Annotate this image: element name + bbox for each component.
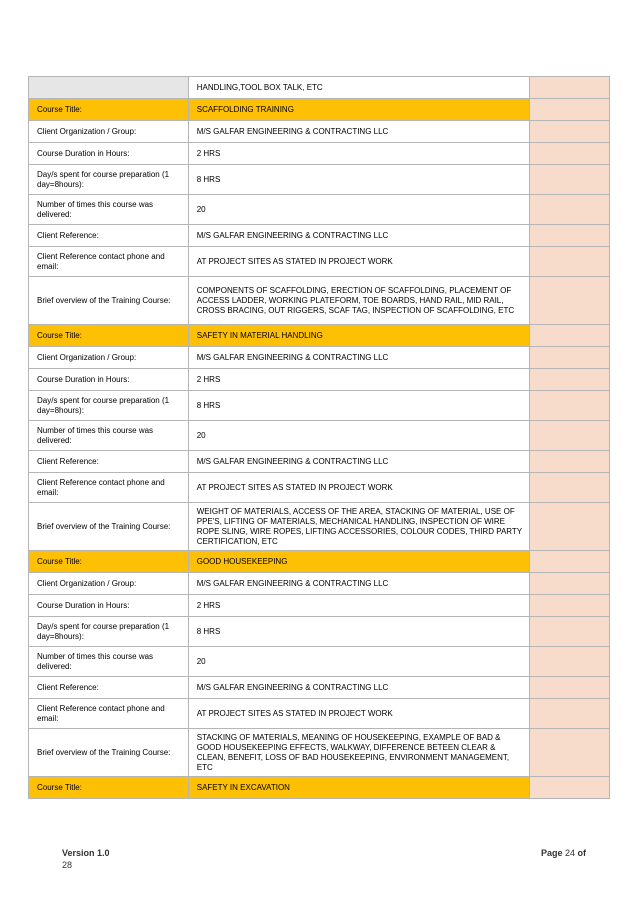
side-cell — [529, 473, 609, 503]
table-row — [29, 647, 610, 677]
row-label: Client Organization / Group: — [29, 347, 189, 369]
table-row — [29, 77, 610, 99]
table-row — [29, 143, 610, 165]
row-label: Client Reference contact phone and email: — [29, 247, 189, 277]
side-cell — [529, 699, 609, 729]
row-value: M/S GALFAR ENGINEERING & CONTRACTING LLC — [188, 451, 529, 473]
table-row — [29, 121, 610, 143]
side-cell — [529, 451, 609, 473]
footer-page-total: 28 — [62, 860, 73, 870]
side-cell — [529, 121, 609, 143]
side-cell — [529, 225, 609, 247]
side-cell — [529, 325, 609, 347]
table-row — [29, 473, 610, 503]
row-value: M/S GALFAR ENGINEERING & CONTRACTING LLC — [188, 347, 529, 369]
course-title-row — [29, 325, 610, 347]
table-row — [29, 225, 610, 247]
page-number: 24 — [564, 848, 575, 858]
side-cell — [529, 347, 609, 369]
course-title-row — [29, 551, 610, 573]
table-row — [29, 195, 610, 225]
table-row — [29, 617, 610, 647]
row-label: Client Organization / Group: — [29, 573, 189, 595]
row-value: M/S GALFAR ENGINEERING & CONTRACTING LLC — [188, 573, 529, 595]
row-label: Course Duration in Hours: — [29, 369, 189, 391]
table-row — [29, 347, 610, 369]
row-label: Brief overview of the Training Course: — [29, 503, 189, 551]
side-cell — [529, 369, 609, 391]
row-value: 20 — [188, 647, 529, 677]
side-cell — [529, 573, 609, 595]
row-value: 8 HRS — [188, 165, 529, 195]
table-row — [29, 391, 610, 421]
row-value: STACKING OF MATERIALS, MEANING OF HOUSEKEEPING, EXAMPLE OF BAD & GOOD HOUSEKEEPING EFFECTS, WALKWAY, DIFFERENCE BETEEN CLEAR & CLEAN, BENEFIT, LOSS OF BAD HOUSEKEEPING, ENVIRONMENT MANAGEMENT, ETC — [188, 729, 529, 777]
row-value: WEIGHT OF MATERIALS, ACCESS OF THE AREA, STACKING OF MATERIAL, USE OF PPE'S, LIFTING OF MATERIALS, MECHANICAL HANDLING, INSPECTION OF WIRE ROPE SLING, WIRE ROPES, LIFTING ACCESSORIES, COLOUR CODES, THIRD PARTY CERTIFICATION, ETC — [188, 503, 529, 551]
side-cell — [529, 647, 609, 677]
side-cell — [529, 617, 609, 647]
row-label: Course Title: — [29, 325, 189, 347]
side-cell — [529, 77, 609, 99]
table-row — [29, 451, 610, 473]
row-label: Course Duration in Hours: — [29, 595, 189, 617]
row-label: Course Title: — [29, 777, 189, 799]
table-row — [29, 729, 610, 777]
table-row — [29, 699, 610, 729]
side-cell — [529, 99, 609, 121]
row-value: 2 HRS — [188, 143, 529, 165]
row-label: Day/s spent for course preparation (1 day=8hours): — [29, 391, 189, 421]
side-cell — [529, 277, 609, 325]
row-value: COMPONENTS OF SCAFFOLDING, ERECTION OF SCAFFOLDING, PLACEMENT OF ACCESS LADDER, WORKING PLATEFORM, TOE BOARDS, HAND RAIL, MID RAIL, CROSS BRACING, OUT RIGGERS, SCAF TAG, INSPECTION OF SCAFFOLDING, ETC — [188, 277, 529, 325]
row-value: 8 HRS — [188, 391, 529, 421]
table-row — [29, 421, 610, 451]
footer-page-number — [541, 848, 586, 859]
side-cell — [529, 391, 609, 421]
row-value: HANDLING,TOOL BOX TALK, ETC — [188, 77, 529, 99]
page-of-label: of — [577, 848, 586, 858]
row-label: Client Reference contact phone and email: — [29, 473, 189, 503]
row-value: M/S GALFAR ENGINEERING & CONTRACTING LLC — [188, 677, 529, 699]
row-value: 20 — [188, 195, 529, 225]
row-value: M/S GALFAR ENGINEERING & CONTRACTING LLC — [188, 225, 529, 247]
version-label: Version 1.0 — [62, 848, 110, 858]
row-value: AT PROJECT SITES AS STATED IN PROJECT WORK — [188, 699, 529, 729]
footer-version — [62, 848, 110, 859]
table-row — [29, 277, 610, 325]
row-label: Brief overview of the Training Course: — [29, 277, 189, 325]
row-value: SAFETY IN MATERIAL HANDLING — [188, 325, 529, 347]
row-value: AT PROJECT SITES AS STATED IN PROJECT WORK — [188, 473, 529, 503]
side-cell — [529, 165, 609, 195]
row-label: Course Title: — [29, 99, 189, 121]
row-label: Day/s spent for course preparation (1 day=8hours): — [29, 617, 189, 647]
course-title-row — [29, 99, 610, 121]
row-label: Client Organization / Group: — [29, 121, 189, 143]
row-label: Client Reference: — [29, 677, 189, 699]
row-value: SAFETY IN EXCAVATION — [188, 777, 529, 799]
row-value: 2 HRS — [188, 595, 529, 617]
row-label: Brief overview of the Training Course: — [29, 729, 189, 777]
table-row — [29, 595, 610, 617]
table-row — [29, 677, 610, 699]
course-title-row — [29, 777, 610, 799]
row-label: Number of times this course was delivered: — [29, 421, 189, 451]
row-label: Client Reference contact phone and email: — [29, 699, 189, 729]
side-cell — [529, 677, 609, 699]
row-value: GOOD HOUSEKEEPING — [188, 551, 529, 573]
side-cell — [529, 143, 609, 165]
side-cell — [529, 421, 609, 451]
course-table-body — [29, 77, 610, 799]
row-label: Course Title: — [29, 551, 189, 573]
side-cell — [529, 729, 609, 777]
row-label: Course Duration in Hours: — [29, 143, 189, 165]
side-cell — [529, 777, 609, 799]
row-label: Client Reference: — [29, 451, 189, 473]
row-value: SCAFFOLDING TRAINING — [188, 99, 529, 121]
table-row — [29, 165, 610, 195]
row-label: Client Reference: — [29, 225, 189, 247]
side-cell — [529, 595, 609, 617]
row-label: Number of times this course was delivered: — [29, 195, 189, 225]
row-value: 20 — [188, 421, 529, 451]
row-value: AT PROJECT SITES AS STATED IN PROJECT WORK — [188, 247, 529, 277]
table-row — [29, 247, 610, 277]
row-value: 2 HRS — [188, 369, 529, 391]
table-row — [29, 503, 610, 551]
row-value: M/S GALFAR ENGINEERING & CONTRACTING LLC — [188, 121, 529, 143]
table-row — [29, 369, 610, 391]
row-label: Day/s spent for course preparation (1 day=8hours): — [29, 165, 189, 195]
row-value: 8 HRS — [188, 617, 529, 647]
row-label: Number of times this course was delivered: — [29, 647, 189, 677]
course-table — [28, 76, 610, 799]
table-row — [29, 573, 610, 595]
row-label — [29, 77, 189, 99]
side-cell — [529, 503, 609, 551]
page-label: Page — [540, 848, 563, 858]
side-cell — [529, 247, 609, 277]
side-cell — [529, 551, 609, 573]
side-cell — [529, 195, 609, 225]
